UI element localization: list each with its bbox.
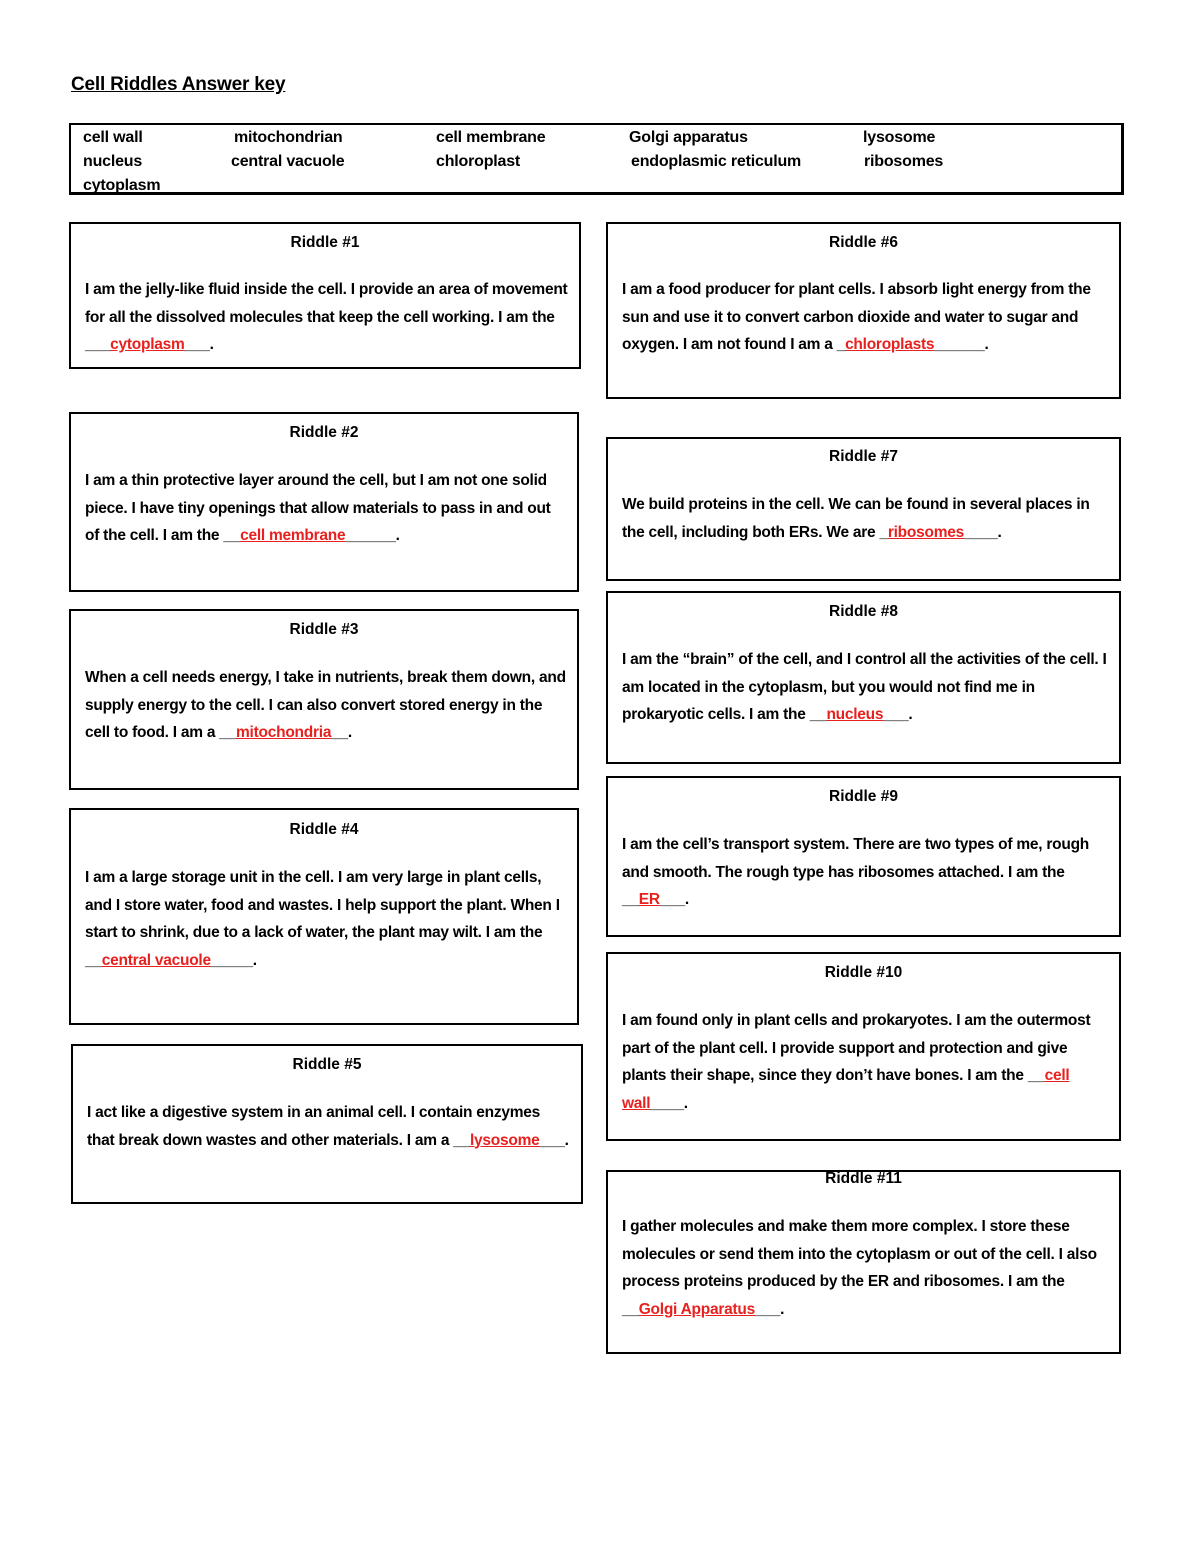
riddle-text [85, 664, 567, 747]
riddle-blank: ____. [963, 523, 1002, 541]
riddle-title: Riddle #10 [824, 964, 903, 981]
riddle-blank: ___. [539, 1131, 569, 1149]
riddle-answer: nucleus [826, 706, 884, 723]
riddle-text [622, 1213, 1109, 1323]
riddle-blank: __. [331, 724, 352, 741]
riddle-title: Riddle #8 [829, 603, 898, 620]
riddle-answer: cell wall [622, 1067, 1070, 1112]
riddle-title: Riddle #4 [289, 821, 359, 838]
riddle-clue: I am the “brain” of the cell, and I control all the activities of the cell. I am located in the cytoplasm, but you would not find me in prokaryotic cells. I am the __ [622, 651, 1107, 723]
riddle-title: Riddle #6 [829, 234, 898, 251]
riddle-text [85, 864, 567, 974]
riddle-card [69, 222, 581, 369]
riddle-clue: I am a thin protective layer around the cell, but I am not one solid piece. I have tiny openings that allow materials to pass in and out of the cell. I am the __ [85, 472, 551, 544]
riddle-card [606, 437, 1121, 581]
riddle-clue: We build proteins in the cell. We can be found in several places in the cell, including both ERs. We are _ [622, 496, 1090, 541]
riddle-clue: I am a large storage unit in the cell. I am very large in plant cells, and I store water, food and wastes. I help support the plant. When I start to shrink, due to a lack of water, the plant may wilt. I am the __ [85, 869, 560, 969]
riddle-blank: ______. [345, 527, 400, 544]
riddle-answer: chloroplasts [845, 336, 935, 353]
riddle-clue: I gather molecules and make them more complex. I store these molecules or send them into the cytoplasm or out of the cell. I also process proteins produced by the ER and ribosomes. I am the __ [622, 1218, 1097, 1318]
riddle-text [622, 276, 1109, 359]
riddle-card [69, 609, 579, 790]
riddle-blank: ___. [184, 336, 214, 353]
riddle-clue: I act like a digestive system in an animal cell. I contain enzymes that break down wastes and other materials. I am a __ [87, 1104, 541, 1149]
riddle-answer: lysosome [470, 1131, 540, 1149]
word-bank-item: chloroplast [436, 153, 521, 170]
riddle-title: Riddle #9 [829, 788, 898, 805]
riddle-clue: I am the cell’s transport system. There are two types of me, rough and smooth. The rough type has ribosomes attached. I am the __ [622, 836, 1090, 908]
riddle-clue: I am a food producer for plant cells. I absorb light energy from the sun and use it to convert carbon dioxide and water to sugar and oxygen. I am not found I am a _ [622, 281, 1091, 353]
riddle-clue: I am the jelly-like fluid inside the cell. I provide an area of movement for all the dissolved molecules that keep the cell working. I am the ___ [85, 281, 568, 353]
word-bank [69, 123, 1124, 195]
riddle-answer: cytoplasm [110, 336, 185, 353]
riddle-card [606, 222, 1121, 399]
riddle-title: Riddle #5 [292, 1056, 362, 1073]
riddle-title: Riddle #1 [290, 234, 360, 251]
riddle-clue: I am found only in plant cells and prokaryotes. I am the outermost part of the plant cell. I provide support and protection and give plants their shape, since they don’t have bones. I am the __ [622, 1012, 1091, 1084]
word-bank-item: nucleus [83, 153, 143, 170]
word-bank-item: cell membrane [436, 129, 546, 146]
riddle-blank: ____. [650, 1094, 688, 1112]
riddle-blank: ___. [659, 891, 689, 908]
riddle-card [606, 776, 1121, 937]
riddle-text [85, 467, 567, 550]
riddle-blank: _____. [210, 951, 257, 969]
page-title: Cell Riddles Answer key [71, 74, 286, 95]
riddle-text [85, 276, 569, 359]
riddle-text [622, 831, 1109, 914]
riddle-clue: When a cell needs energy, I take in nutrients, break them down, and supply energy to the cell. I can also convert stored energy in the cell to food. I am a __ [85, 669, 566, 741]
riddle-answer: ER [638, 891, 660, 908]
word-bank-item: Golgi apparatus [629, 129, 748, 146]
riddle-title: Riddle #2 [289, 424, 359, 441]
riddle-title: Riddle #11 [825, 1170, 902, 1187]
riddle-card [606, 952, 1121, 1141]
riddle-text [622, 491, 1109, 546]
riddle-card [69, 808, 579, 1025]
riddle-answer: ribosomes [887, 523, 964, 541]
word-bank-item: central vacuole [231, 153, 345, 170]
word-bank-item: ribosomes [864, 153, 944, 170]
riddle-answer: central vacuole [101, 951, 211, 969]
riddle-text [622, 646, 1109, 729]
riddle-card [71, 1044, 583, 1204]
riddle-blank: ______. [934, 336, 989, 353]
word-bank-item: cytoplasm [83, 177, 161, 194]
riddle-answer: cell membrane [240, 527, 346, 544]
riddle-answer: mitochondria [236, 724, 332, 741]
riddle-blank: ___. [883, 706, 913, 723]
word-bank-item: cell wall [83, 129, 143, 146]
riddle-card [606, 1170, 1121, 1354]
riddle-text [622, 1007, 1109, 1117]
riddle-answer: Golgi Apparatus [638, 1300, 755, 1318]
riddle-card [69, 412, 579, 592]
riddle-title: Riddle #7 [829, 448, 898, 465]
riddle-blank: ___. [755, 1300, 785, 1318]
word-bank-item: lysosome [863, 129, 936, 146]
word-bank-item: mitochondrian [234, 129, 343, 146]
riddle-text [87, 1099, 571, 1154]
word-bank-item: endoplasmic reticulum [631, 153, 802, 170]
riddle-card [606, 591, 1121, 764]
riddle-title: Riddle #3 [289, 621, 359, 638]
